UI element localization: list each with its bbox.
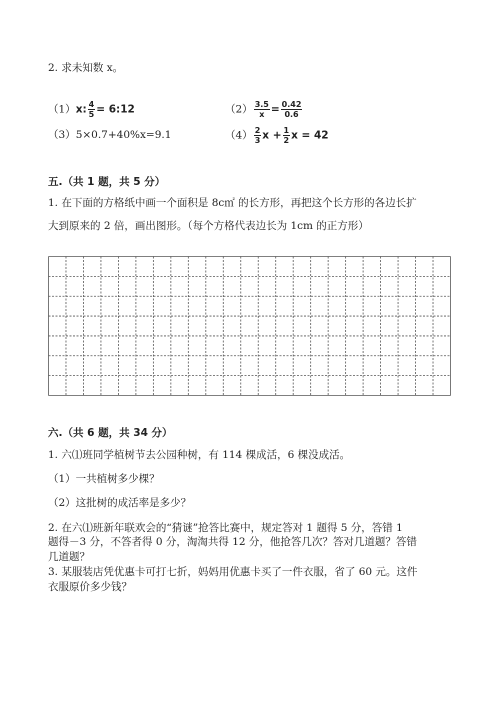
section-6-heading: 六.（共 6 题，共 34 分）: [48, 427, 173, 439]
equation-1-label: （1）: [48, 103, 76, 116]
fraction-1-2: $\frac{1}{2}$: [283, 126, 290, 145]
equation-2: [225, 100, 303, 119]
equation-3-label: （3）: [48, 129, 76, 141]
fraction-3.5-x: $\frac{3.5}{x}$: [254, 100, 269, 119]
fraction-4-5: $\frac{4}{5}$: [88, 100, 95, 119]
fraction-2-3: $\frac{2}{3}$: [254, 126, 261, 145]
section-6-q2-line2: 题得－3 分，不答者得 0 分，淘淘共得 12 分，他抢答几次？答对几道题？答错: [48, 536, 417, 548]
equation-3: [48, 128, 171, 142]
section-5-heading: 五.（共 1 题，共 5 分）: [48, 176, 166, 188]
equation-2-equals: =: [270, 103, 280, 116]
equation-3-expr: 5×0.7+40%x=9.1: [75, 129, 172, 141]
section-6-q3-line2: 衣服原价多少钱？: [48, 581, 132, 593]
equation-4-label: （4）: [225, 129, 253, 142]
section-6-q2-line1: 2. 在六⑴班新年联欢会的“猜谜”抢答比赛中，规定答对 1 题得 5 分，答错 1: [48, 522, 403, 534]
equation-4-mid: x +: [262, 129, 282, 142]
fraction-0.42-0.6: $\frac{0.42}{0.6}$: [281, 100, 302, 119]
section-6-q1-sub2: （2）这批树的成活率是多少？: [48, 497, 192, 509]
equation-1: [48, 100, 135, 119]
q2-title: 2. 求未知数 x。: [48, 62, 124, 74]
equation-1-rhs: = 6:12: [96, 103, 135, 116]
section-6-q1-sub1: （1）一共植树多少棵？: [48, 473, 160, 485]
square-grid-paper[interactable]: [48, 256, 451, 396]
equation-4-rhs: x = 42: [291, 129, 329, 142]
section-6-q2-line3: 几道题？: [48, 551, 90, 563]
equation-4: [225, 126, 329, 145]
equation-1-lhs: x:: [75, 103, 87, 116]
equation-2-label: （2）: [225, 103, 253, 116]
section-5-q1-line1: 1. 在下面的方格纸中画一个面积是 8c㎡ 的长方形，再把这个长方形的各边长扩: [48, 197, 417, 209]
section-6-q1: 1. 六⑴班同学植树节去公园种树，有 114 棵成活，6 棵没成活。: [48, 449, 351, 461]
section-5-q1-line2: 大到原来的 2 倍，画出图形。（每个方格代表边长为 1cm 的正方形）: [48, 220, 369, 232]
section-6-q3-line1: 3. 某服装店凭优惠卡可打七折，妈妈用优惠卡买了一件衣服，省了 60 元。这件: [48, 566, 418, 578]
